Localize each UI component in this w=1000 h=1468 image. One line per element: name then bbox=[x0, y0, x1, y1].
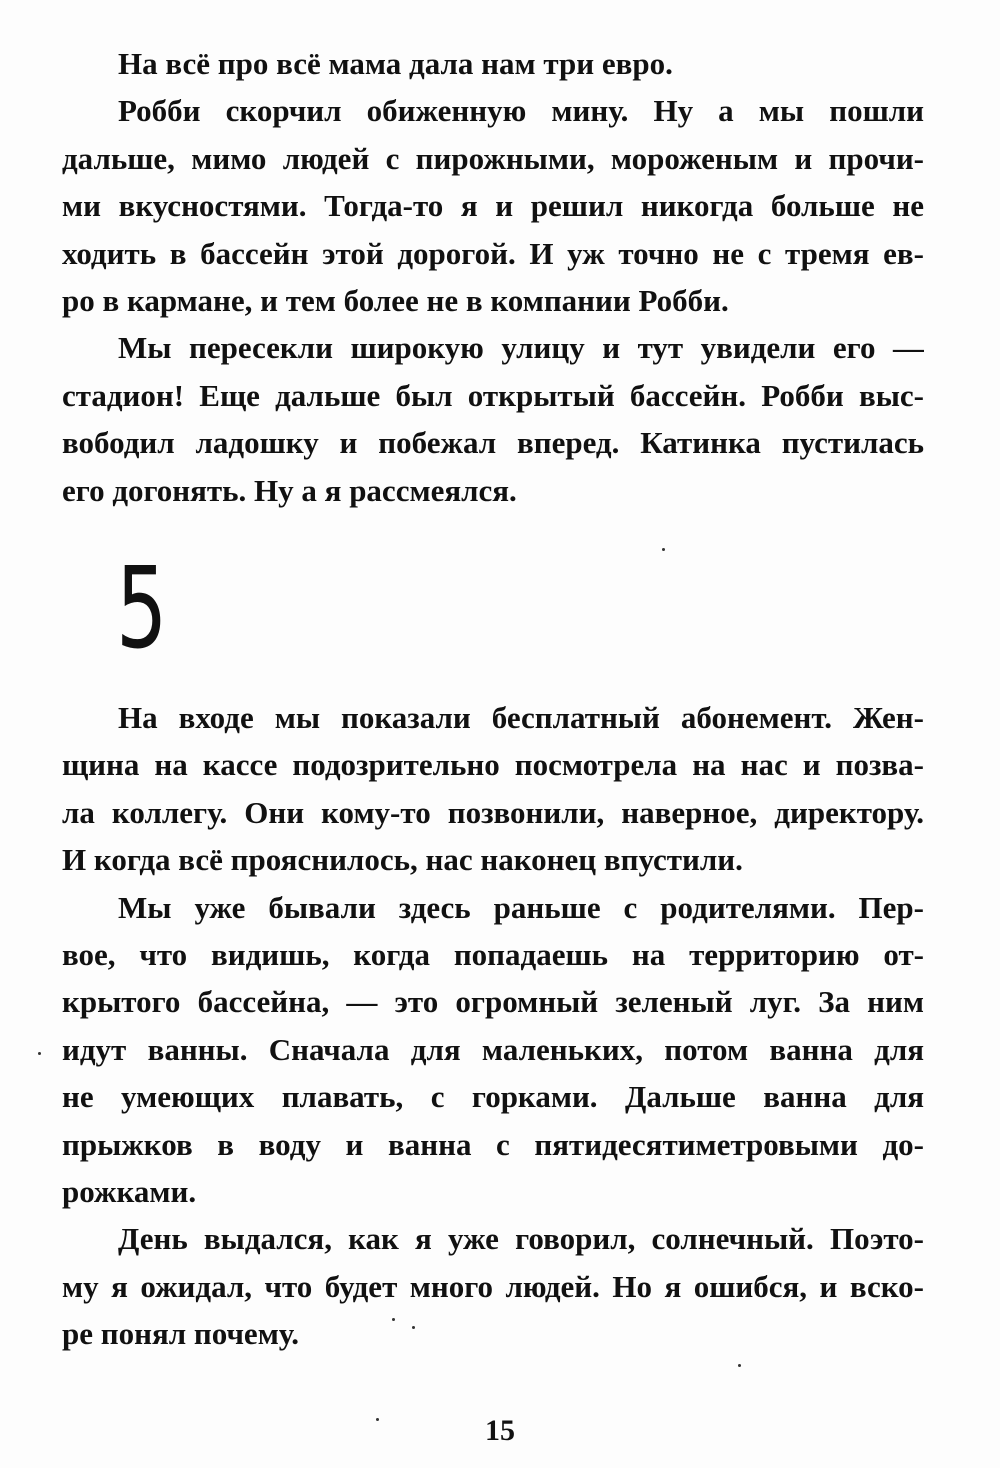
text-line: рожками. bbox=[62, 1173, 197, 1209]
paragraph bbox=[62, 694, 924, 884]
paragraph bbox=[62, 1215, 924, 1357]
paragraph bbox=[62, 324, 924, 514]
chapter-number: 5 bbox=[116, 544, 168, 674]
text-line: ми вкусностями. Тогда-то я и решил никогда больше не bbox=[62, 188, 924, 224]
text-line: ро в кармане, и тем более не в компании Робби. bbox=[62, 282, 729, 318]
paragraph bbox=[62, 884, 924, 1216]
text-line: стадион! Еще дальше был открытый бассейн. Робби выс- bbox=[62, 377, 924, 413]
text-line: ходить в бассейн этой дорогой. И уж точно не с тремя ев- bbox=[62, 235, 924, 271]
text-line: му я ожидал, что будет много людей. Но я ошибся, и вско- bbox=[62, 1268, 924, 1304]
paragraph bbox=[62, 40, 924, 87]
page-number: 15 bbox=[485, 1414, 515, 1447]
text-line: На всё про всё мама дала нам три евро. bbox=[118, 46, 673, 81]
text-line: идут ванны. Сначала для маленьких, потом ванна для bbox=[62, 1031, 924, 1067]
text-line: ла коллегу. Они кому-то позвонили, наверное, директору. bbox=[62, 794, 924, 830]
text-line: ре понял почему. bbox=[62, 1316, 299, 1352]
scan-speck bbox=[412, 1326, 415, 1329]
text-line: И когда всё прояснилось, нас наконец впустили. bbox=[62, 842, 743, 878]
text-line: Робби скорчил обиженную мину. Ну а мы пошли bbox=[118, 93, 924, 129]
text-line: дальше, мимо людей с пирожными, мороженым и прочи- bbox=[62, 140, 924, 176]
text-line: вободил ладошку и побежал вперед. Катинка пустилась bbox=[62, 425, 924, 461]
scan-speck bbox=[392, 1318, 395, 1321]
text-line: не умеющих плавать, с горками. Дальше ванна для bbox=[62, 1079, 924, 1115]
text-line: День выдался, как я уже говорил, солнечный. Поэто- bbox=[118, 1221, 924, 1257]
text-after-chapter bbox=[62, 694, 924, 1357]
text-line: вое, что видишь, когда попадаешь на территорию от- bbox=[62, 936, 924, 972]
text-line: крытого бассейна, — это огромный зеленый луг. За ним bbox=[62, 984, 924, 1020]
scan-speck bbox=[738, 1364, 741, 1367]
text-line: На входе мы показали бесплатный абонемент. Жен- bbox=[118, 700, 924, 735]
text-line: Мы уже бывали здесь раньше с родителями. Пер- bbox=[118, 889, 924, 925]
scan-speck bbox=[38, 1052, 41, 1055]
text-line: Мы пересекли широкую улицу и тут увидели его — bbox=[118, 330, 924, 366]
scan-speck bbox=[662, 548, 665, 551]
text-line: его догонять. Ну а я рассмеялся. bbox=[62, 472, 517, 508]
text-before-chapter bbox=[62, 40, 924, 514]
scan-speck bbox=[376, 1418, 379, 1421]
text-line: прыжков в воду и ванна с пятидесятиметровыми до- bbox=[62, 1126, 924, 1162]
text-line: щина на кассе подозрительно посмотрела на нас и позва- bbox=[62, 747, 924, 783]
paragraph bbox=[62, 87, 924, 324]
